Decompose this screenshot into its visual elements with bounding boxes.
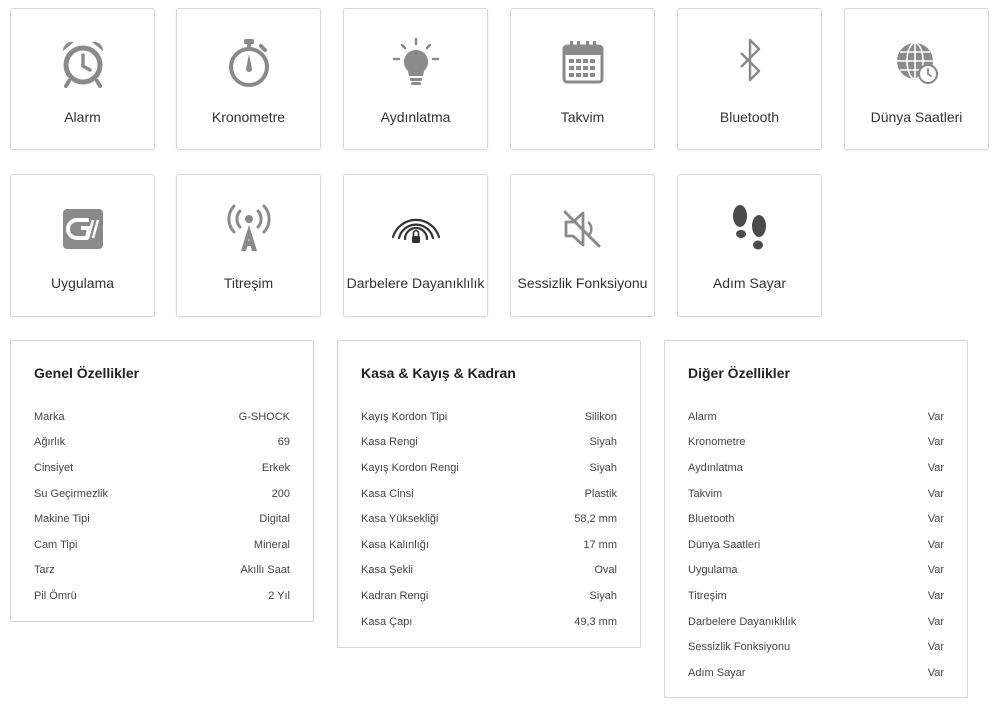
spec-value: Var — [927, 641, 944, 654]
spec-key: Kayış Kordon Tipi — [361, 410, 448, 423]
spec-row — [688, 660, 944, 686]
spec-row — [688, 404, 944, 430]
spec-value: Var — [927, 410, 944, 423]
feature-tile-darbelere-dayaniklilik[interactable] — [343, 174, 488, 317]
spec-key: Takvim — [688, 487, 723, 500]
spec-key: Bluetooth — [688, 513, 735, 526]
card-title: Genel Özellikler — [34, 365, 140, 381]
feature-label: Dünya Saatleri — [870, 109, 963, 125]
feature-tile-titresim[interactable] — [176, 174, 321, 317]
spec-value: Var — [927, 436, 944, 449]
spec-row — [361, 404, 617, 430]
spec-key: Alarm — [688, 410, 717, 423]
spec-key: Titreşim — [688, 589, 727, 602]
feature-label: Darbelere Dayanıklılık — [346, 275, 485, 291]
spec-list — [361, 404, 617, 634]
footsteps-icon — [678, 203, 821, 255]
spec-row — [34, 532, 290, 558]
spec-key: Kasa Çapı — [361, 615, 413, 628]
spec-row — [688, 455, 944, 481]
spec-row — [34, 506, 290, 532]
spec-row — [34, 430, 290, 456]
spec-key: Aydınlatma — [688, 461, 743, 474]
spec-row — [34, 558, 290, 584]
spec-key: Cinsiyet — [34, 461, 74, 474]
spec-row — [361, 609, 617, 635]
feature-tile-dunya-saatleri[interactable] — [844, 8, 989, 150]
feature-tile-alarm[interactable] — [10, 8, 155, 150]
spec-row — [34, 583, 290, 609]
spec-key: Pil Ömrü — [34, 589, 77, 602]
feature-label: Adım Sayar — [712, 275, 787, 291]
spec-key: Adım Sayar — [688, 666, 746, 679]
spec-value: 58,2 mm — [574, 513, 617, 526]
spec-key: Kronometre — [688, 436, 746, 449]
spec-row — [361, 583, 617, 609]
spec-row — [361, 455, 617, 481]
spec-card-genel — [10, 340, 314, 622]
spec-row — [361, 532, 617, 558]
feature-tile-bluetooth[interactable] — [677, 8, 822, 150]
feature-label: Sessizlik Fonksiyonu — [517, 275, 648, 291]
spec-value: Oval — [594, 564, 617, 577]
spec-value: G-SHOCK — [238, 410, 290, 423]
spec-key: Sessizlik Fonksiyonu — [688, 641, 791, 654]
spec-key: Makine Tipi — [34, 513, 90, 526]
spec-card-kasa — [337, 340, 641, 648]
spec-key: Cam Tipi — [34, 538, 78, 551]
spec-key: Kasa Cinsi — [361, 487, 414, 500]
spec-row — [688, 532, 944, 558]
spec-value: Var — [927, 461, 944, 474]
stopwatch-icon — [177, 37, 320, 89]
spec-value: 49,3 mm — [574, 615, 617, 628]
spec-row — [361, 558, 617, 584]
feature-label: Aydınlatma — [380, 109, 451, 125]
card-title: Kasa & Kayış & Kadran — [361, 365, 516, 381]
feature-label: Uygulama — [50, 275, 115, 291]
feature-tile-uygulama[interactable] — [10, 174, 155, 317]
spec-value: Siyah — [589, 461, 617, 474]
spec-value: Var — [927, 538, 944, 551]
spec-key: Darbelere Dayanıklılık — [688, 615, 797, 628]
spec-key: Marka — [34, 410, 65, 423]
app-icon — [11, 203, 154, 255]
spec-value: Silikon — [584, 410, 617, 423]
spec-key: Su Geçirmezlik — [34, 487, 108, 500]
spec-row — [688, 506, 944, 532]
spec-value: Var — [927, 513, 944, 526]
lightbulb-icon — [344, 37, 487, 89]
spec-key: Tarz — [34, 564, 55, 577]
spec-value: 17 mm — [583, 538, 617, 551]
mute-icon — [511, 203, 654, 255]
spec-key: Kayış Kordon Rengi — [361, 461, 459, 474]
spec-card-diger — [664, 340, 968, 698]
feature-label: Bluetooth — [719, 109, 780, 125]
spec-row — [34, 481, 290, 507]
shock-resist-icon — [344, 203, 487, 255]
feature-label: Kronometre — [211, 109, 286, 125]
card-title: Diğer Özellikler — [688, 365, 790, 381]
spec-row — [34, 404, 290, 430]
spec-value: Var — [927, 666, 944, 679]
spec-key: Uygulama — [688, 564, 738, 577]
spec-key: Kasa Şekli — [361, 564, 413, 577]
spec-value: Plastik — [584, 487, 617, 500]
spec-row — [34, 455, 290, 481]
feature-tile-adim-sayar[interactable] — [677, 174, 822, 317]
spec-value: Erkek — [261, 461, 290, 474]
spec-row — [361, 430, 617, 456]
spec-key: Kasa Yüksekliği — [361, 513, 439, 526]
spec-row — [688, 634, 944, 660]
feature-tile-sessizlik-fonksiyonu[interactable] — [510, 174, 655, 317]
spec-value: Digital — [259, 513, 290, 526]
spec-key: Kasa Kalınlığı — [361, 538, 429, 551]
spec-key: Dünya Saatleri — [688, 538, 761, 551]
spec-value: Var — [927, 564, 944, 577]
spec-value: Akıllı Saat — [240, 564, 290, 577]
feature-label: Takvim — [560, 109, 605, 125]
feature-label: Alarm — [64, 109, 101, 125]
spec-value: Siyah — [589, 589, 617, 602]
spec-value: 2 Yıl — [268, 589, 290, 602]
spec-value: Var — [927, 487, 944, 500]
spec-row — [688, 481, 944, 507]
alarm-clock-icon — [11, 37, 154, 89]
spec-row — [688, 609, 944, 635]
spec-list — [688, 404, 944, 686]
feature-label: Titreşim — [223, 275, 274, 291]
spec-row — [361, 506, 617, 532]
spec-value: Siyah — [589, 436, 617, 449]
feature-tile-kronometre[interactable] — [176, 8, 321, 150]
spec-value: Var — [927, 589, 944, 602]
spec-value: Var — [927, 615, 944, 628]
spec-key: Ağırlık — [34, 436, 66, 449]
spec-row — [688, 430, 944, 456]
vibration-icon — [177, 203, 320, 255]
spec-key: Kasa Rengi — [361, 436, 418, 449]
spec-value: 200 — [271, 487, 290, 500]
world-time-icon — [845, 37, 988, 89]
spec-row — [688, 558, 944, 584]
spec-list — [34, 404, 290, 609]
spec-value: 69 — [277, 436, 290, 449]
calendar-icon — [511, 37, 654, 89]
spec-key: Kadran Rengi — [361, 589, 429, 602]
spec-value: Mineral — [253, 538, 290, 551]
spec-row — [688, 583, 944, 609]
bluetooth-icon — [678, 37, 821, 89]
feature-tile-takvim[interactable] — [510, 8, 655, 150]
spec-row — [361, 481, 617, 507]
feature-tile-aydinlatma[interactable] — [343, 8, 488, 150]
